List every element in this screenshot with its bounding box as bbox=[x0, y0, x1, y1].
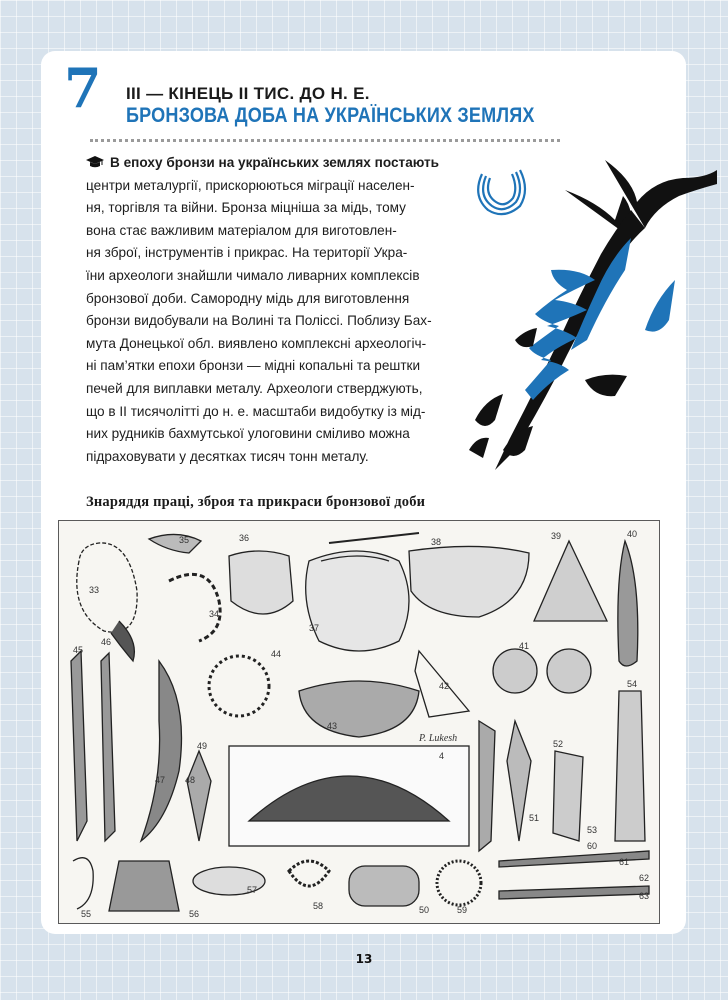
figure-number-label: 63 bbox=[639, 891, 650, 901]
article-line: бронзи видобували на Волині та Поліссі. Поблизу Бах- bbox=[86, 313, 432, 329]
dotted-divider bbox=[90, 139, 560, 142]
figure-number-label: 54 bbox=[627, 679, 638, 689]
figure-number-label: 36 bbox=[239, 533, 250, 543]
figure-number-label: 50 bbox=[419, 905, 430, 915]
lamp-artifact bbox=[109, 861, 179, 911]
article-lead: В епоху бронзи на українських землях постають bbox=[110, 155, 440, 170]
figure-number-label: 45 bbox=[73, 645, 84, 655]
article-line: ня зброї, інструментів і прикрас. На території Укра- bbox=[86, 245, 408, 261]
figure-number-label: 40 bbox=[627, 529, 638, 539]
article-line: мута Донецької обл. виявлено комплексні археологіч- bbox=[86, 335, 427, 351]
figure-number-label: 43 bbox=[327, 721, 338, 731]
figure-number-label: 33 bbox=[89, 585, 100, 595]
figure-number-label: 4 bbox=[439, 751, 445, 761]
figure-number-label: 37 bbox=[309, 623, 320, 633]
sickle-sword-artifact bbox=[141, 661, 182, 841]
figure-number-label: 56 bbox=[189, 909, 200, 919]
figure-number-label: 60 bbox=[587, 841, 598, 851]
figure-number-label: 55 bbox=[81, 909, 92, 919]
axe-artifact bbox=[553, 751, 583, 841]
chisel-artifact bbox=[618, 541, 638, 666]
figure-number-label: 58 bbox=[313, 901, 324, 911]
article-text bbox=[86, 152, 471, 468]
section-number: 7 bbox=[64, 56, 102, 120]
article-line: них рудників бахмутської улоговини сміливо можна bbox=[86, 426, 410, 442]
figure-number-label: 35 bbox=[179, 535, 190, 545]
pot-artifact bbox=[229, 551, 293, 614]
pin-artifact bbox=[149, 534, 201, 553]
figure-number-label: 52 bbox=[553, 739, 564, 749]
cauldron-artifact bbox=[299, 681, 419, 737]
figure-caption: Знаряддя праці, зброя та прикраси бронзової доби bbox=[86, 494, 426, 510]
figure-number-label: 38 bbox=[431, 537, 442, 547]
necklace-artifact bbox=[77, 543, 137, 632]
article-line: печей для виплавки металу. Археологи стверджують, bbox=[86, 380, 423, 396]
artist-signature: P. Lukesh bbox=[419, 733, 458, 744]
bead-chain-artifact bbox=[169, 574, 220, 641]
article-line: бронзової доби. Самородну мідь для виготовлення bbox=[86, 290, 410, 306]
vessel-artifact bbox=[306, 551, 409, 651]
article-line: центри металургії, прискорюються міграції населен- bbox=[86, 177, 415, 193]
arrowhead-artifact bbox=[534, 541, 607, 621]
figure-number-label: 42 bbox=[439, 681, 450, 691]
figure-number-label: 49 bbox=[197, 741, 208, 751]
section-title: БРОНЗОВА ДОБА НА УКРАЇНСЬКИХ ЗЕМЛЯХ bbox=[126, 104, 535, 127]
graduation-cap-icon bbox=[86, 156, 104, 168]
figure-number-label: 46 bbox=[101, 637, 112, 647]
disc-artifact bbox=[493, 649, 537, 693]
figure-number-label: 62 bbox=[639, 873, 650, 883]
article-line: ня, торгівля та війни. Бронза міцніша за мідь, тому bbox=[86, 200, 406, 216]
figure-number-label: 44 bbox=[271, 649, 282, 659]
figure-number-label: 59 bbox=[457, 905, 468, 915]
section-period: III — КІНЕЦЬ II ТИС. ДО Н. Е. bbox=[126, 84, 370, 103]
spearhead-artifact bbox=[187, 751, 211, 841]
dagger-artifact bbox=[71, 651, 87, 841]
figure-number-label: 48 bbox=[185, 775, 196, 785]
article-line: їни археологи знайшли чимало ливарних комплексів bbox=[86, 267, 420, 283]
artifacts-drawing bbox=[59, 521, 659, 923]
figure-number-label: 41 bbox=[519, 641, 530, 651]
ornament-artifact bbox=[209, 656, 269, 716]
figure-number-label: 57 bbox=[247, 885, 258, 895]
article-line: вона стає важливим матеріалом для виготовлен- bbox=[86, 222, 397, 238]
ring-artifact bbox=[437, 861, 481, 905]
hook-artifact bbox=[73, 858, 93, 909]
figure-number-label: 47 bbox=[155, 775, 166, 785]
figure-number-label: 51 bbox=[529, 813, 540, 823]
article-line: підраховувати у десятках тисяч тонн металу. bbox=[86, 448, 369, 464]
figure-number-label: 61 bbox=[619, 857, 630, 867]
bowl-artifact bbox=[409, 546, 529, 617]
bracelet-artifact bbox=[349, 866, 419, 906]
bronze-sword-illustration bbox=[455, 150, 720, 475]
figure-number-label: 53 bbox=[587, 825, 598, 835]
article-line: ні пам’ятки епохи бронзи — мідні копальні та рештки bbox=[86, 358, 421, 374]
artifacts-plate bbox=[58, 520, 660, 924]
figure-number-label: 39 bbox=[551, 531, 562, 541]
figure-number-label: 34 bbox=[209, 609, 220, 619]
page-number: 13 bbox=[355, 952, 373, 966]
article-line: що в II тисячолітті до н. е. масштаби видобутку із мід- bbox=[86, 403, 426, 419]
